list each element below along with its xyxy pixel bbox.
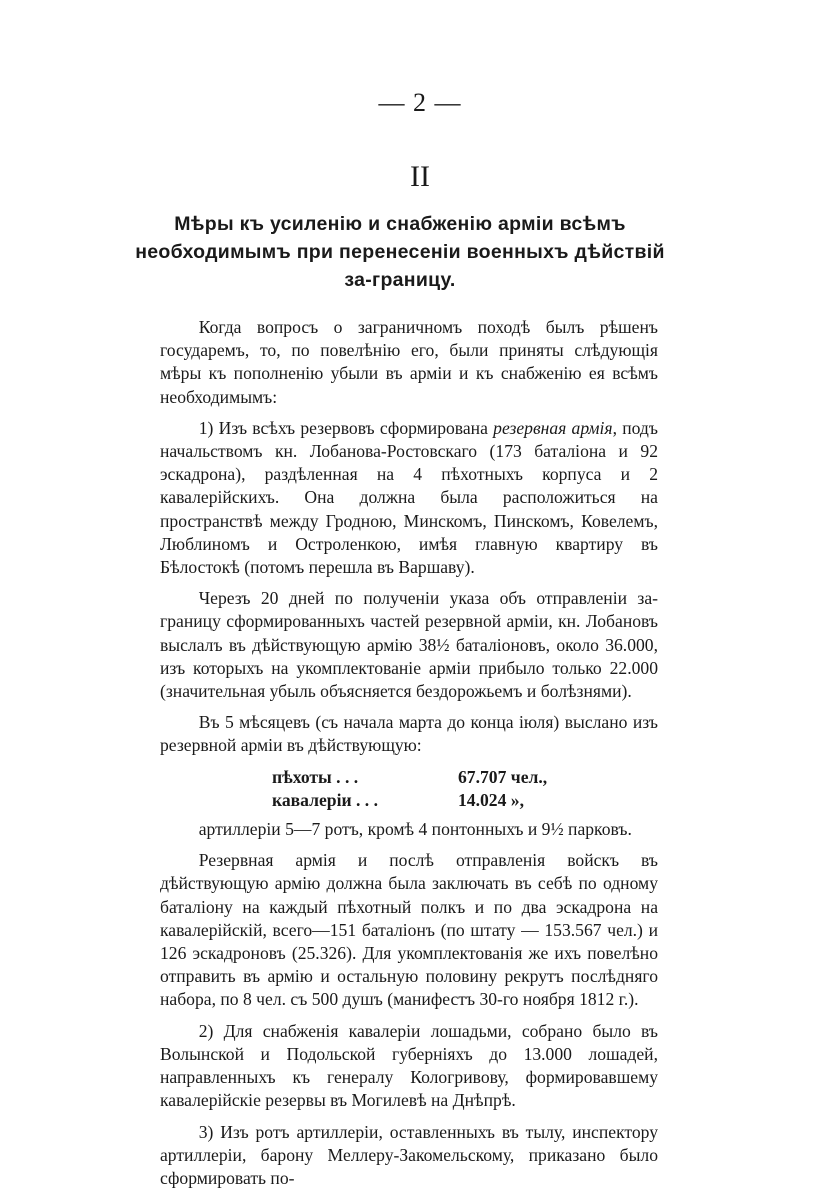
paragraph-cavalry-horses: 2) Для снабженія кавалеріи лошадьми, собрано было въ Волынской и Подольской губерніяхъ до 13.000 лошадей, направленныхъ къ генералу Кологривову, формировавшему кавалерійскіе резервы въ Могилевѣ на Днѣпрѣ. — [160, 1020, 658, 1111]
paragraph-intro: Когда вопросъ о заграничномъ походѣ былъ рѣшенъ государемъ, то, по повелѣнію его, были приняты слѣдующія мѣры къ пополненію убыли въ арміи и къ снабженію ея всѣмъ необходимымъ: — [160, 317, 658, 407]
emphasis-reserve-army: резервная армія — [493, 417, 613, 438]
table-label: кавалеріи . . . — [272, 789, 379, 810]
troops-table — [272, 766, 547, 812]
paragraph-reserve-army — [160, 417, 658, 579]
table-row — [272, 766, 547, 789]
paragraph-reserve-composition: Резервная армія и послѣ отправленія войскъ въ дѣйствующую армію должна была заключать въ себѣ по одному баталіону на каждый пѣхотный полкъ и по два эскадрона на кавалерійскій, всего—151 баталіонъ (по штату — 153.567 чел.) и 126 эскадроновъ (25.326). Для укомплектованія же ихъ повелѣно отправить въ армію и остальную половину рекрутъ послѣдняго набора, по 8 чел. съ 500 душъ (манифестъ 30-го ноября 1812 г.). — [160, 850, 658, 1010]
paragraph-artillery-companies: 3) Изъ ротъ артиллеріи, оставленныхъ въ тылу, инспектору артиллеріи, барону Меллеру-Закомельскому, приказано было сформировать по- — [160, 1121, 658, 1188]
paragraph-artillery: артиллеріи 5—7 ротъ, кромѣ 4 понтонныхъ и 9½ парковъ. — [198, 819, 632, 840]
chapter-heading: Мѣры къ усиленію и снабженію арміи всѣмъ необходимымъ при перенесеніи военныхъ дѣйствій за-границу. — [135, 213, 665, 291]
table-row — [272, 789, 547, 812]
page-number: — 2 — — [378, 88, 462, 117]
chapter-number: II — [410, 160, 430, 193]
paragraph-reserve-army-end: , подъ начальствомъ кн. Лобанова-Ростовскаго (173 баталіона и 92 эскадрона), раздѣленная на 4 пѣхотныхъ корпуса и 2 кавалерійскихъ. Она должна была расположиться на пространствѣ между Гродною, Минскомъ, Пинскомъ, Ковелемъ, Люблиномъ и Остроленкою, имѣя главную квартиру въ Бѣлостокѣ (потомъ перешла въ Варшаву). — [160, 417, 658, 578]
paragraph-five-months: Въ 5 мѣсяцевъ (съ начала марта до конца іюля) выслано изъ резервной арміи въ дѣйствующую: — [160, 712, 658, 756]
table-value: 14.024 », — [458, 789, 524, 810]
table-value: 67.707 чел., — [458, 766, 548, 787]
paragraph-reserve-army-start: 1) Изъ всѣхъ резервовъ сформирована — [198, 417, 494, 438]
paragraph-lobanov: Черезъ 20 дней по полученіи указа объ отправленіи за-границу сформированныхъ частей резервной арміи, кн. Лобановъ выслалъ въ дѣйствующую армію 38½ баталіоновъ, около 36.000, изъ которыхъ на укомплектованіе арміи прибыло только 22.000 (значительная убыль объясняется бездорожьемъ и болѣзнями). — [160, 588, 658, 702]
body-text — [160, 316, 658, 1198]
table-label: пѣхоты . . . — [272, 766, 359, 787]
